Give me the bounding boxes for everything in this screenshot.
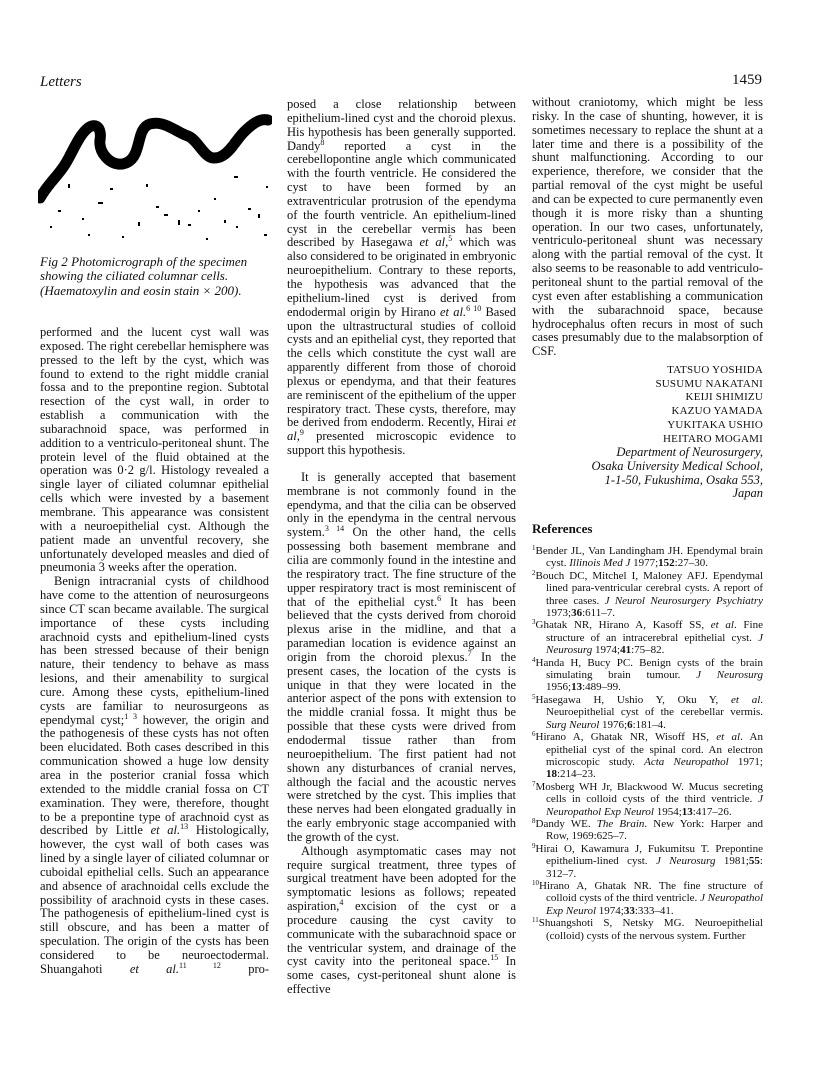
text-run: :27–30. [674,557,708,570]
reference-number: 8 [532,816,536,825]
italic-text: et al [710,619,734,632]
text-run: Based upon the ultrastructural studies of colloid cysts and an epithelial cyst, they reported that the cells which constitute the cyst wall are apparently different from those of choroid plexus or ependyma, and that their features are reminiscent of the epithelium of the upper respiratory tract. These cysts, therefore, may be derived from endoderm. Recently, Hirai [287,304,516,430]
text-run: Histologically, however, the cyst wall of both cases was lined by a single layer of ciliated columnar or cuboidal epithelial cells. Such an appearance and absence of arachnoidal cells exclude the possibility of arachnoid cysts in these cases. The pathogenesis of epithelium-lined cyst is still obscure, and has been a matter of speculation. The origin of the cysts has been considered to be neuroectodermal. Shuangahoti [40,823,269,976]
citation-superscript: 9 [299,428,304,438]
paragraph [532,96,763,359]
affiliation-line: Japan [732,486,763,501]
text-run: Shuangshoti S, Netsky MG. Neuroepithelial (colloid) cysts of the nervous system. Further [538,917,763,942]
text-run: however, the origin and the pathogenesis of these cysts has not often been elucidated. Both cases described in this communication showed a huge low density area in the posterior cranial fossa which extended to the middle cranial fossa on CT examination. They were, therefore, thought to be a prepontine type of arachnoid cyst as described by Little [40,712,270,838]
text-run: which was also considered to be originated in embryonic neuroepithelium. Contrary to these reports, the hypothesis was advanced that the epithelium-lined cyst is derived from endodermal origin by Hirano [287,235,516,319]
text-run: Benign intracranial cysts of childhood have come to the attention of neurosurgeons since CT scan became available. The surgical importance of these cysts including arachnoid cysts and epithelium-lined cysts has been stressed because of their benign nature, their tendency to behave as mass lesions, and their amenability to surgical cure. Among these cysts, epithelium-lined cysts are familiar to neurosurgeons as ependymal cyst; [40,574,269,727]
italic-text: et al. [150,823,181,838]
author-name: YUKITAKA USHIO [667,418,763,431]
text-run: :417–26. [692,805,732,818]
volume-number: 33 [623,904,635,917]
photomicrograph-image [38,114,272,250]
author-name: KEIJI SHIMIZU [685,391,763,404]
author-name: TATSUO YOSHIDA [667,364,763,376]
paragraph [287,471,516,845]
volume-number: 13 [681,805,693,818]
italic-text: et al. [129,961,179,976]
text-run: without craniotomy, which might be less risky. In the case of shunting, however, it is sometimes necessary to replace the shunt at a later time and there is a possibility of the shunt malfunctioning. According to our experience, therefore, we consider that the partial removal of the cyst might be useful and can be expected to cure permanently even though it is more risky than a shunting operation. In our two cases, unfortunately, ventriculo-peritoneal shunt was necessary along with the partial removal of the cyst. It also seems to be reasonable to add ventriculo-peritoneal shunt to the partial removal of the cyst even after establishing a communication with the subarachnoid space, because hydrocephalus often recurs in most of such cases presumably due to the malabsorption of CSF. [532,95,763,359]
text-run: :611–7. [582,607,615,620]
text-run: reported a cyst in the cerebellopontine angle which communicated with the fourth ventricle. He considered the cyst to have been formed by an extraventricular protrusion of the ependyma of the fourth ventricle. An epithelium-lined cyst in the cerebellar vermis has been described by Hasegawa [287,138,516,250]
caption-label: Fig 2 [40,254,72,269]
paragraph [287,845,516,997]
volume-number: 55 [748,855,760,868]
text-run: pro- [220,961,270,976]
italic-text: Illinois Med J [569,557,631,570]
text-run: 1974; [596,904,624,917]
italic-text: J Neurol Neurosurgery Psychiatry [604,594,763,607]
reference-number: 1 [532,544,536,552]
author-affiliation [532,446,763,501]
text-run: 1954; [653,805,682,818]
italic-text: Photomicrograph of the specimen showing the ciliated columnar cells. (Haematoxylin and eosin stain × 200). [40,254,248,298]
citation-superscript: 1 3 [124,711,137,721]
reference-item [532,843,763,880]
reference-number: 11 [532,916,539,925]
author-name: SUSUMU NAKATANI [655,377,763,390]
text-run: Hirano A, Ghatak NR, Wisoff HS, [535,731,717,744]
reference-number: 3 [532,618,536,627]
text-run: In some cases, cyst-peritoneal shunt alone is effective [287,954,516,997]
body-column-1 [40,326,269,977]
citation-superscript: 8 [320,137,325,147]
italic-text: J Neuropathol Exp Neurol [546,793,763,818]
body-column-2 [287,98,516,997]
volume-number: 18 [546,768,557,781]
text-run: Hasegawa H, Ushio Y, Oku Y, [535,693,731,706]
citation-superscript: 13 [180,822,189,832]
text-run: . Neuroepithelial cyst of the cerebellar vermis. [546,693,763,719]
reference-number: 2 [532,568,536,577]
italic-text: Acta Neuropathol [644,755,729,768]
italic-text: J Neuropathol Exp Neurol [546,892,764,917]
reference-item [532,619,763,656]
reference-item [532,818,763,843]
text-run: 1977; [630,557,659,570]
paragraph [40,575,269,976]
text-run: presented microscopic evidence to support this hypothesis. [287,429,516,458]
affiliation-line: Department of Neurosurgery, [616,445,763,459]
reference-item [532,694,763,731]
text-run: 1981; [715,855,749,868]
text-run: 1956; [546,681,572,694]
text-run: : 312–7. [546,855,763,880]
text-run: Hirano A, Ghatak NR. The fine structure of colloid cysts of the third ventricle. [539,879,763,905]
paragraph [40,326,269,575]
section-title: Letters [40,74,82,90]
italic-text: et al [716,731,741,744]
volume-number: 152 [658,557,675,570]
italic-text: et al. [440,304,467,319]
reference-number: 10 [532,878,539,887]
italic-text: et al, [419,235,449,250]
text-run: It has been believed that the cysts derived from choroid plexus arise in the midline, and that a paramedian location is evidence against an origin from the choroid plexus. [287,594,516,664]
italic-text: J Neurosurg [655,855,716,868]
reference-item [532,917,763,942]
reference-item [532,657,763,694]
text-run: performed and the lucent cyst wall was exposed. The right cerebellar hemisphere was pressed to the left by the cyst, which was found to extend to the right middle cranial fossa and to the prepontine region. Subtotal resection of the cyst wall, in order to establish a communication with the subarachnoid space, was performed in addition to a ventriculo-peritoneal shunt. The protein level of the fluid obtained at the operation was 0·2 g/l. Histology revealed a single layer of ciliated columnar epithelial cells which were invested by a basement membrane. This appearance was consistent with a neuroepithelial cyst. Although the patient made an unventful recovery, she unfortunately developed measles and died of pneumonia 3 weeks after the operation. [40,325,269,575]
text-run: :75–82. [631,644,665,657]
reference-number: 5 [532,692,536,701]
text-run: Ghatak NR, Hirano A, Kasoff SS, [535,619,711,632]
text-run: Hirai O, Kawamura J, Fukumitsu T. Prepontine epithelium-lined cyst. [535,842,763,868]
references-list [532,545,763,942]
italic-text: J Neurosurg [696,669,763,682]
text-run: Bouch DC, Mitchel I, Maloney AFJ. Ependymal lined para-ventricular cerebral cysts. A report of three cases. [535,569,763,607]
reference-item [532,731,763,781]
italic-text: et al [730,693,761,706]
text-run: . An epithelial cyst of the spinal cord. An electron microscopic study. [546,731,764,768]
author-signatures [532,364,763,446]
text-run: Bender JL, Van Landingham JH. Ependymal brain cyst. [535,545,763,570]
references-heading: References [532,521,593,536]
reference-item [532,570,763,620]
citation-superscript: 11 12 [179,960,221,970]
figure-caption [40,255,272,298]
text-run: :214–23. [557,768,596,781]
reference-item [532,545,763,570]
italic-text: Surg Neurol [546,718,600,731]
text-run: 1976; [599,718,628,731]
reference-number: 6 [532,730,536,739]
italic-text: et al, [287,415,516,444]
affiliation-line: 1-1-50, Fukushima, Osaka 553, [604,472,763,487]
author-name: KAZUO YAMADA [671,405,763,418]
citation-superscript: 15 [490,953,499,963]
text-run: :181–4. [632,718,666,731]
reference-number: 4 [532,655,536,664]
text-run: . New York: Harper and Row, 1969:625–7. [546,817,764,843]
text-run: 1971; [728,755,763,768]
text-run: Handa H, Bucy PC. Benign cysts of the brain simulating brain tumour. [535,656,763,682]
author-name: HEITARO MOGAMI [663,432,763,445]
text-run: . Fine structure of an intracerebral epithelial cyst. [546,619,763,644]
reference-item [532,880,763,917]
text-run: It is generally accepted that basement membrane is not commonly found in the ependyma, and that the cilia can be observed only in the ependyma in the central nervous system. [287,469,516,540]
volume-number: 6 [627,718,633,731]
text-run: :489–99. [582,681,621,694]
citation-superscript: 6 10 [466,303,482,313]
text-run: In the present cases, the location of the cysts is unique in that they were located in the anterior aspect of the pons with extension to the middle cranial fossa. It might thus be possible that these cysts were drived from endodermal tissue rather than from neuroepithelium. The first patient had not shown any disturbances of cranial nerves, although the facial and the acoustic nerves were stretched by the cyst. This implies that these nerves had been elongated gradually in the early embryonic stage accompanied with the growth of the cyst. [287,649,517,844]
citation-superscript: 6 [437,593,442,603]
text-run: On the other hand, the cells possessing both basement membrane and cilia are commonly found in the intestine and the respiratory tract. The fine structure of the upper respiratory tract is most reminiscent of that of the epithelial cyst. [287,525,517,609]
body-column-3 [532,96,763,359]
affiliation-line: Osaka University Medical School, [591,458,763,473]
citation-superscript: 3 14 [324,524,345,534]
volume-number: 36 [571,607,583,620]
italic-text: J Neurosurg [546,631,763,657]
text-run: Although asymptomatic cases may not require surgical treatment, three types of surgical treatment have been adopted for the symptomatic lesions as follows; repeated aspiration, [287,843,516,914]
volume-number: 41 [620,644,632,657]
text-run: 1974; [592,644,621,657]
citation-superscript: 5 [448,234,453,244]
text-run: excision of the cyst or a procedure causing the cyst cavity to communicate with the subarachnoid space or the ventricular system, and drainage of the cyst cavity into the peritoneal space. [287,899,516,969]
cell-specks [50,176,268,240]
citation-superscript: 7 [467,648,472,658]
reference-item [532,781,763,818]
reference-number: 7 [532,779,536,788]
reference-number: 9 [532,841,536,850]
paragraph [287,98,516,458]
text-run: Dandy WE. [535,817,597,830]
text-run: 1973; [546,607,572,620]
photomicrograph-figure [38,114,272,250]
text-run: Mosberg WH Jr, Blackwood W. Mucus secreting cells in colloid cysts of the third ventricle. [535,780,763,806]
citation-superscript: 4 [339,898,344,908]
text-run: :333–41. [634,904,674,917]
volume-number: 13 [571,681,583,694]
text-run: posed a close relationship between epithelium-lined cyst and the choroid plexus. His hypothesis has been generally supported. Dandy [287,97,516,153]
page-number: 1459 [732,72,762,88]
italic-text: The Brain [596,817,645,830]
